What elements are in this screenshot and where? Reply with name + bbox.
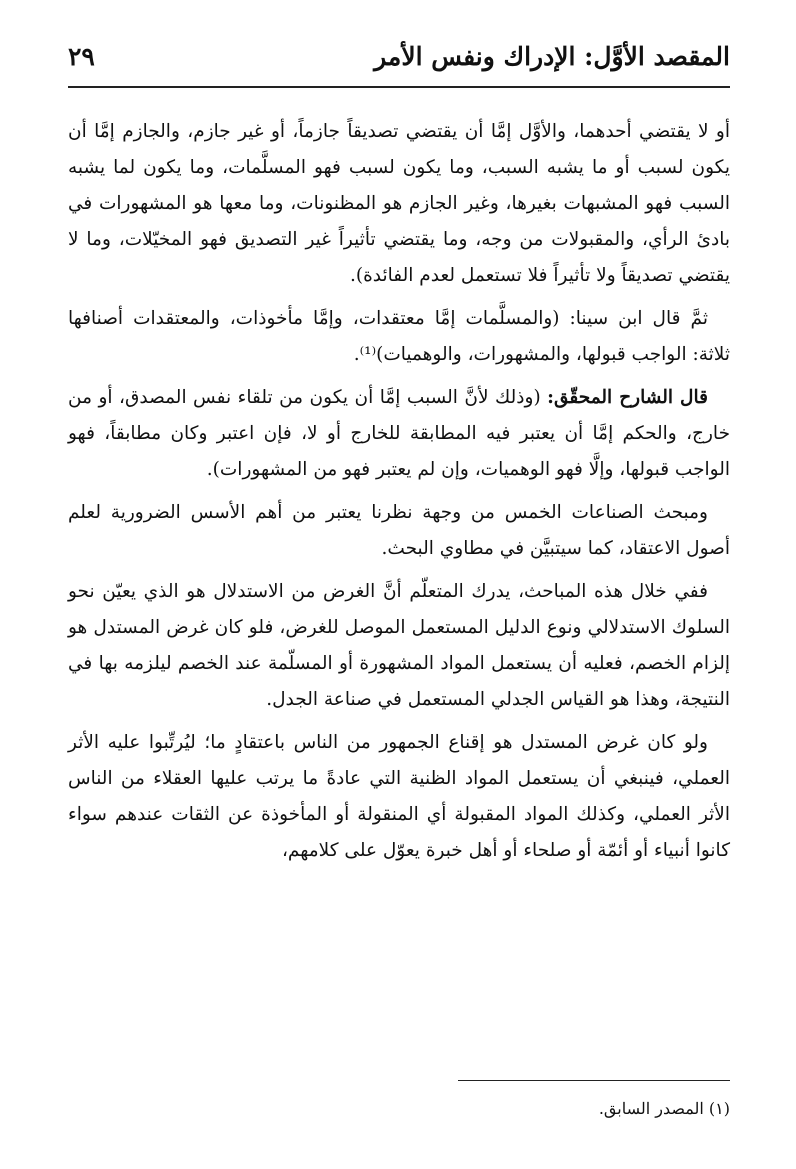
paragraph-3-text: (وذلك لأنَّ السبب إمَّا أن يكون من تلقاء نفس المصدق، أو من خارج، والحكم إمَّا أن يعتبر فيه المطابقة للخارج أو لا، فإن اعتبر وكان مطابقاً، فهو الواجب قبولها، وإلَّا فهو الوهميات، وإن لم يعتبر فهو من المشهورات). [68, 387, 730, 480]
body-text [68, 114, 730, 876]
paragraph-4: ومبحث الصناعات الخمس من وجهة نظرنا يعتبر من أهم الأسس الضرورية لعلم أصول الاعتقاد، كما سيتبيَّن في مطاوي البحث. [68, 502, 730, 559]
commentator-lead: قال الشارح المحقّق: [547, 387, 708, 408]
running-header [68, 36, 730, 76]
footnote: (١) المصدر السابق. [598, 1099, 730, 1118]
running-header-title: المقصد الأوَّل: الإدراك ونفس الأمر [374, 41, 730, 71]
footnote-divider [458, 1080, 730, 1081]
paragraph-5: ففي خلال هذه المباحث، يدرك المتعلّم أنَّ الغرض من الاستدلال هو الذي يعيّن نحو السلوك الاستدلالي ونوع الدليل المستعمل الموصل للغرض، فلو كان غرض المستدل هو إلزام الخصم، فعليه أن يستعمل المواد المشهورة أو المسلّمة عند الخصم ليلزمه بها في النتيجة، وهذا هو القياس الجدلي المستعمل في صناعة الجدل. [68, 581, 730, 710]
page-number: ٢٩ [68, 41, 95, 71]
paragraph-2: ثمَّ قال ابن سينا: (والمسلَّمات إمَّا معتقدات، وإمَّا مأخوذات، والمعتقدات أصنافها ثلاثة: الواجب قبولها، والمشهورات، والوهميات)⁽¹⁾. [68, 308, 730, 365]
paragraph-6: ولو كان غرض المستدل هو إقناع الجمهور من الناس باعتقادٍ ما؛ ليُرتِّبوا عليه الأثر العملي، فينبغي أن يستعمل المواد الظنية التي عادةً ما يرتب عليها العقلاء من الناس الأثر العملي، وكذلك المواد المقبولة أي المنقولة أو المأخوذة عن الثقات عندهم سواء كانوا أنبياء أو أئمّة أو صلحاء أو أهل خبرة يعوّل على كلامهم، [68, 732, 730, 861]
header-divider [68, 86, 730, 88]
paragraph-3 [68, 380, 730, 488]
paragraph-1: أو لا يقتضي أحدهما، والأوَّل إمَّا أن يقتضي تصديقاً جازماً، أو غير جازم، والجازم إمَّا أن يكون لسبب أو ما يشبه السبب، وما يكون لسبب فهو المسلَّمات، وما يكون لما يشبه السبب فهو المشبهات بغيرها، وغير الجازم هو المظنونات، وما معها هو المشهورات في بادئ الرأي، والمقبولات من وجه، وما يقتضي تأثيراً غير التصديق فهو المخيّلات، وما لا يقتضي تصديقاً ولا تأثيراً فلا تستعمل لعدم الفائدة). [68, 121, 730, 286]
